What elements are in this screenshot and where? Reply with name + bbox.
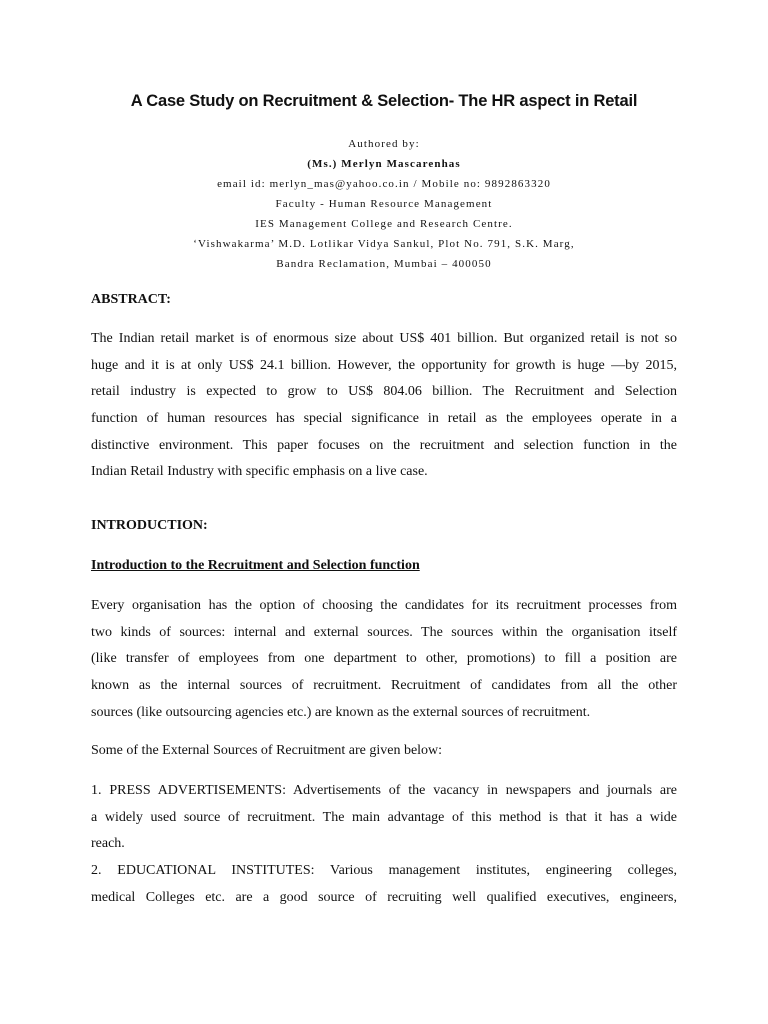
external-sources-list (91, 778, 677, 911)
document-title: A Case Study on Recruitment & Selection- The HR aspect in Retail (130, 92, 638, 110)
introduction-subheading: Introduction to the Recruitment and Selection function (91, 558, 420, 573)
author-name: (Ms.) Merlyn Mascarenhas (307, 158, 461, 170)
introduction-paragraph (91, 593, 677, 726)
paragraph-line: known as the internal sources of recruitment. Recruitment of candidates from all the other (91, 678, 677, 694)
abstract-line: The Indian retail market is of enormous size about US$ 401 billion. But organized retail is not so (91, 331, 677, 346)
author-faculty: Faculty - Human Resource Management (275, 198, 493, 210)
external-sources-intro (91, 738, 677, 765)
introduction-heading: INTRODUCTION: (91, 518, 208, 533)
authored-by-label: Authored by: (348, 138, 420, 150)
author-address-line-1: ‘Vishwakarma’ M.D. Lotlikar Vidya Sankul, Plot No. 791, S.K. Marg, (193, 238, 575, 250)
paragraph-line: sources (like outsourcing agencies etc.) are known as the external sources of recruitment. (91, 704, 591, 720)
list-item-line: medical Colleges etc. are a good source of recruiting well qualified executives, engineers, (91, 889, 677, 905)
paragraph-line: Every organisation has the option of choosing the candidates for its recruitment processes from (91, 598, 677, 613)
abstract-line: huge and it is at only US$ 24.1 billion. However, the opportunity for growth is huge —by 2015, (91, 357, 677, 373)
list-item-line: 1. PRESS ADVERTISEMENTS: Advertisements of the vacancy in newspapers and journals are (91, 783, 677, 798)
list-item-line: a widely used source of recruitment. The main advantage of this method is that it has a wide (91, 809, 677, 825)
author-institution: IES Management College and Research Centre. (255, 218, 513, 230)
abstract-line: retail industry is expected to grow to US$ 804.06 billion. The Recruitment and Selection (91, 384, 677, 400)
list-item-line: 2. EDUCATIONAL INSTITUTES: Various management institutes, engineering colleges, (91, 863, 677, 879)
author-address-line-2: Bandra Reclamation, Mumbai – 400050 (276, 258, 492, 270)
abstract-line: Indian Retail Industry with specific emphasis on a live case. (91, 464, 428, 480)
list-item-line: reach. (91, 836, 125, 852)
paragraph-line: Some of the External Sources of Recruitment are given below: (91, 743, 443, 758)
abstract-heading: ABSTRACT: (91, 292, 171, 307)
abstract-line: distinctive environment. This paper focuses on the recruitment and selection function in the (91, 437, 677, 453)
paragraph-line: (like transfer of employees from one department to other, promotions) to fill a position are (91, 651, 677, 667)
abstract-paragraph (91, 326, 677, 486)
abstract-line: function of human resources has special significance in retail as the employees operate in a (91, 411, 677, 427)
paragraph-line: two kinds of sources: internal and external sources. The sources within the organisation itself (91, 624, 677, 640)
author-contact: email id: merlyn_mas@yahoo.co.in / Mobile no: 9892863320 (217, 178, 551, 190)
